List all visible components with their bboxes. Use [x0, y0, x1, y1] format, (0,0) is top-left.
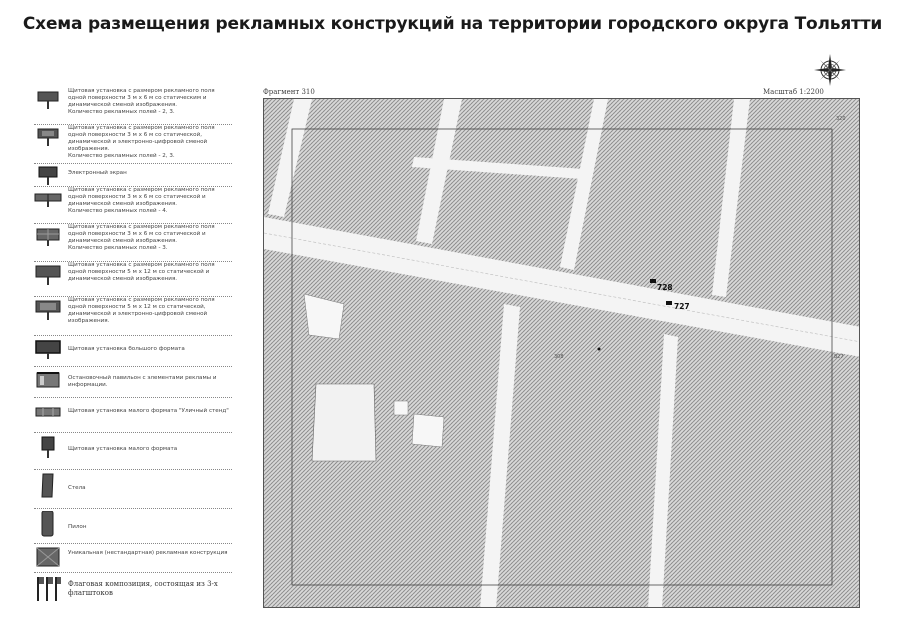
large-format-billboard-icon: [34, 338, 62, 364]
legend-text: Уникальная (нестандартная) рекламная конструкция: [68, 550, 228, 556]
grid-label: 320: [836, 116, 846, 122]
city-stand-icon: [34, 400, 62, 426]
legend-text: Щитовая установка большого формата: [68, 346, 185, 352]
scale-label: Масштаб 1:2200: [763, 88, 824, 96]
legend-item: [34, 433, 232, 470]
legend-text: Электронный экран: [68, 170, 127, 176]
billboard-3x6-four-fields-icon: [34, 189, 62, 215]
bus-stop-pavilion-icon: [34, 369, 62, 395]
legend-text: Щитовая установка малого формата: [68, 446, 178, 452]
legend-text: Щитовая установка с размером рекламного поля одной поверхности 3 м х 6 м со статической, динамической и электронно-цифровой сменой изображения. Количество рекламных полей - 2, 3.: [68, 125, 215, 160]
billboard-3x6-digital-icon: [34, 127, 62, 153]
building: [312, 384, 376, 461]
grid-label: 827: [834, 354, 844, 360]
unique-structure-icon: [34, 546, 62, 572]
billboard-5x12-digital-icon: [34, 299, 62, 325]
legend-text: Щитовая установка с размером рекламного поля одной поверхности 5 м х 12 м со статической и динамической сменой изображения.: [68, 262, 215, 283]
stele-icon: [34, 472, 62, 498]
open-area: [412, 414, 444, 447]
legend-text: Пилон: [68, 524, 87, 530]
map-title: Схема размещения рекламных конструкций на территории городского округа Тольятти: [22, 14, 883, 34]
legend-text: Стела: [68, 485, 86, 491]
open-area: [394, 401, 408, 415]
billboard-number-727[interactable]: 727: [674, 302, 690, 311]
billboard-3x6-three-fields-icon: [34, 226, 62, 252]
legend-item: [34, 224, 232, 262]
legend-item: [34, 125, 232, 164]
billboard-marker: [666, 301, 672, 305]
billboard-5x12-static-icon: [34, 264, 62, 290]
map-view[interactable]: [263, 98, 860, 608]
legend-item: [34, 262, 232, 297]
legend-item: [34, 367, 232, 398]
legend-item: [34, 573, 232, 607]
legend-item: [34, 544, 232, 573]
legend-item: [34, 297, 232, 336]
legend-item: [34, 336, 232, 367]
legend-text: Остановочный павильон с элементами рекламы и информации.: [68, 375, 217, 389]
legend-item: [34, 164, 232, 187]
legend-text: Щитовая установка с размером рекламного поля одной поверхности 3 м х 6 м со статической и динамической сменой изображения. Количество рекламных полей - 4.: [68, 187, 215, 215]
fragment-label: Фрагмент 310: [263, 88, 315, 96]
legend-item: [34, 187, 232, 224]
legend-item: [34, 88, 232, 125]
billboard-marker: [650, 279, 656, 283]
legend-text: Щитовая установка с размером рекламного поля одной поверхности 5 м х 12 м со статической, динамической и электронно-цифровой сменой изображения.: [68, 297, 215, 325]
legend-text: Щитовая установка с размером рекламного поля одной поверхности 3 м х 6 м со статической и динамической сменой изображения. Количество рекламных полей - 3.: [68, 224, 215, 252]
legend-item: [34, 398, 232, 433]
billboard-number-728[interactable]: 728: [657, 283, 673, 292]
pylon-icon: [34, 511, 62, 537]
compass-icon: [813, 53, 847, 87]
legend-item: [34, 470, 232, 509]
legend-item: [34, 509, 232, 544]
legend-text: Щитовая установка с размером рекламного поля одной поверхности 3 м х 6 м со статическим и динамической сменой изображения. Количество рекламных полей - 2, 3.: [68, 88, 215, 116]
legend-text: Щитовая установка малого формата "Уличный стенд": [68, 408, 229, 414]
legend-text: Флаговая композиция, состоящая из 3-х флагштоков: [68, 580, 218, 597]
small-format-billboard-icon: [34, 435, 62, 461]
flag-composition-icon: [34, 575, 62, 601]
billboard-3x6-static-dynamic-icon: [34, 90, 62, 116]
grid-label: 308: [554, 354, 564, 360]
